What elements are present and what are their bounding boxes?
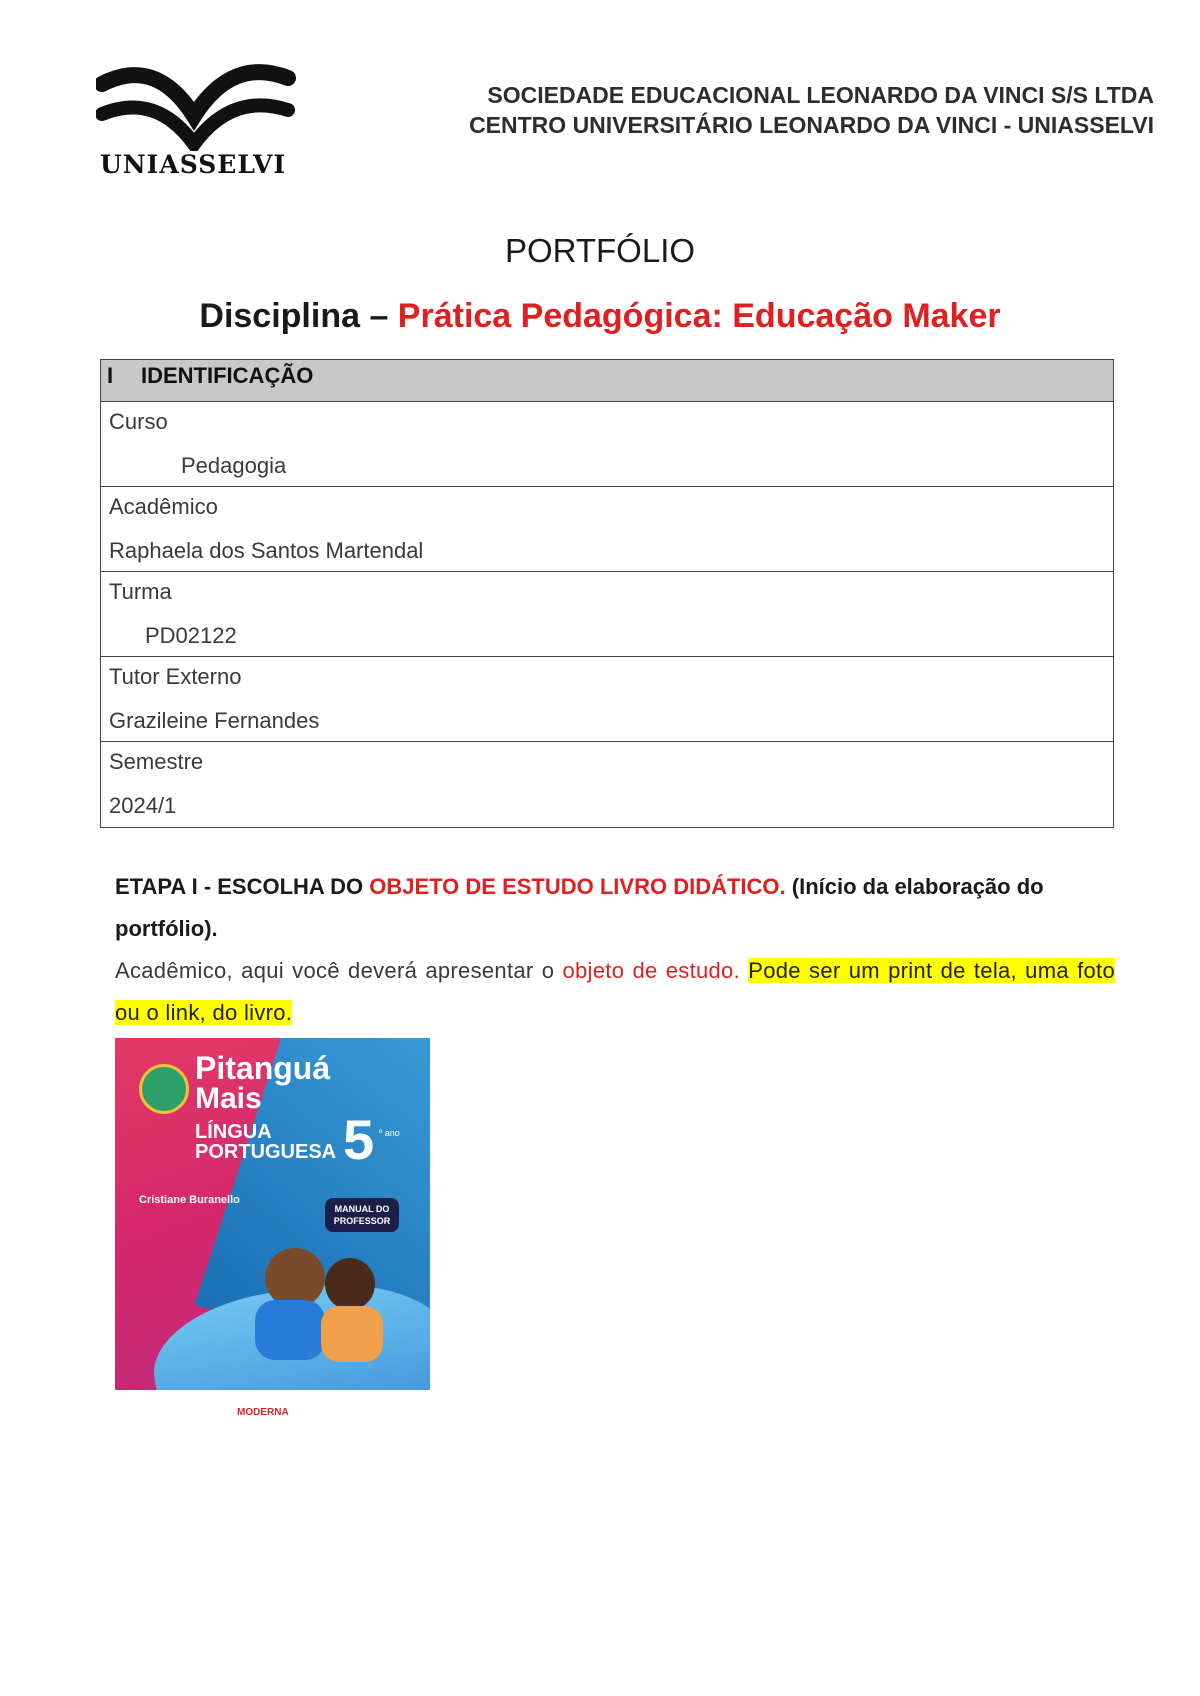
field-value: PD02122 (145, 623, 237, 648)
cover-subject: LÍNGUA (195, 1121, 272, 1143)
table-row-academico (101, 487, 1113, 572)
org-line-1: SOCIEDADE EDUCACIONAL LEONARDO DA VINCI S/S LTDA (487, 82, 1154, 108)
cover-emblem-icon (139, 1064, 189, 1114)
page-title: PORTFÓLIO (504, 232, 696, 269)
cover-child-illustration (265, 1248, 325, 1308)
field-label: Semestre (109, 749, 204, 774)
etapa-heading (115, 866, 1115, 950)
cover-author: Cristiane Buranello (139, 1194, 240, 1206)
book-cover-image (115, 1038, 430, 1428)
field-value: Pedagogia (181, 453, 287, 478)
section-number: I (107, 363, 114, 388)
org-line-2: CENTRO UNIVERSITÁRIO LEONARDO DA VINCI - UNIASSELVI (469, 112, 1154, 138)
discipline-name: Prática Pedagógica: Educação Maker (397, 297, 1001, 335)
etapa-heading-suffix: (Início da elaboração do portfólio). (115, 874, 1044, 941)
cover-child-illustration (255, 1300, 325, 1360)
uniasselvi-logo (96, 56, 296, 179)
field-label: Turma (109, 579, 172, 604)
cover-grade-number: 5 (343, 1108, 375, 1171)
identification-header (101, 360, 1113, 402)
book-wings-icon (96, 56, 296, 151)
cover-publisher-logo: MODERNA (237, 1407, 289, 1418)
instructions-highlight: Pode ser um print de tela, uma foto ou o link, do livro. (115, 958, 1115, 1025)
field-value: Grazileine Fernandes (109, 708, 320, 733)
table-row-turma (101, 572, 1113, 657)
etapa-heading-prefix: ETAPA I - ESCOLHA DO (115, 874, 370, 899)
identification-table (100, 359, 1114, 828)
table-row-semestre (101, 742, 1113, 827)
table-row-tutor (101, 657, 1113, 742)
etapa-section (115, 866, 1115, 1034)
discipline-title (0, 297, 1200, 336)
section-heading: IDENTIFICAÇÃO (141, 363, 314, 388)
organization-name (469, 80, 1154, 140)
discipline-prefix: Disciplina – (199, 297, 398, 335)
etapa-heading-highlight: OBJETO DE ESTUDO LIVRO DIDÁTICO. (369, 874, 786, 899)
table-row-curso (101, 402, 1113, 487)
cover-title-2: Mais (195, 1082, 262, 1115)
field-label: Acadêmico (109, 494, 218, 519)
etapa-instructions (115, 950, 1115, 1034)
cover-child-illustration (325, 1258, 375, 1310)
field-value: 2024/1 (109, 793, 177, 818)
cover-child-illustration (321, 1306, 383, 1362)
instructions-red: objeto de estudo. (562, 958, 740, 983)
field-label: Tutor Externo (109, 664, 242, 689)
instructions-prefix: Acadêmico, aqui você deverá apresentar o (115, 958, 563, 983)
field-label: Curso (109, 409, 168, 434)
cover-badge: MANUAL DO PROFESSOR (325, 1198, 399, 1232)
cover-grade-word: º ano (379, 1128, 400, 1138)
cover-title: Pitanguá (195, 1050, 331, 1086)
field-value: Raphaela dos Santos Martendal (109, 538, 424, 563)
logo-text: UNIASSELVI (100, 150, 287, 179)
cover-subject-2: PORTUGUESA (195, 1141, 337, 1163)
